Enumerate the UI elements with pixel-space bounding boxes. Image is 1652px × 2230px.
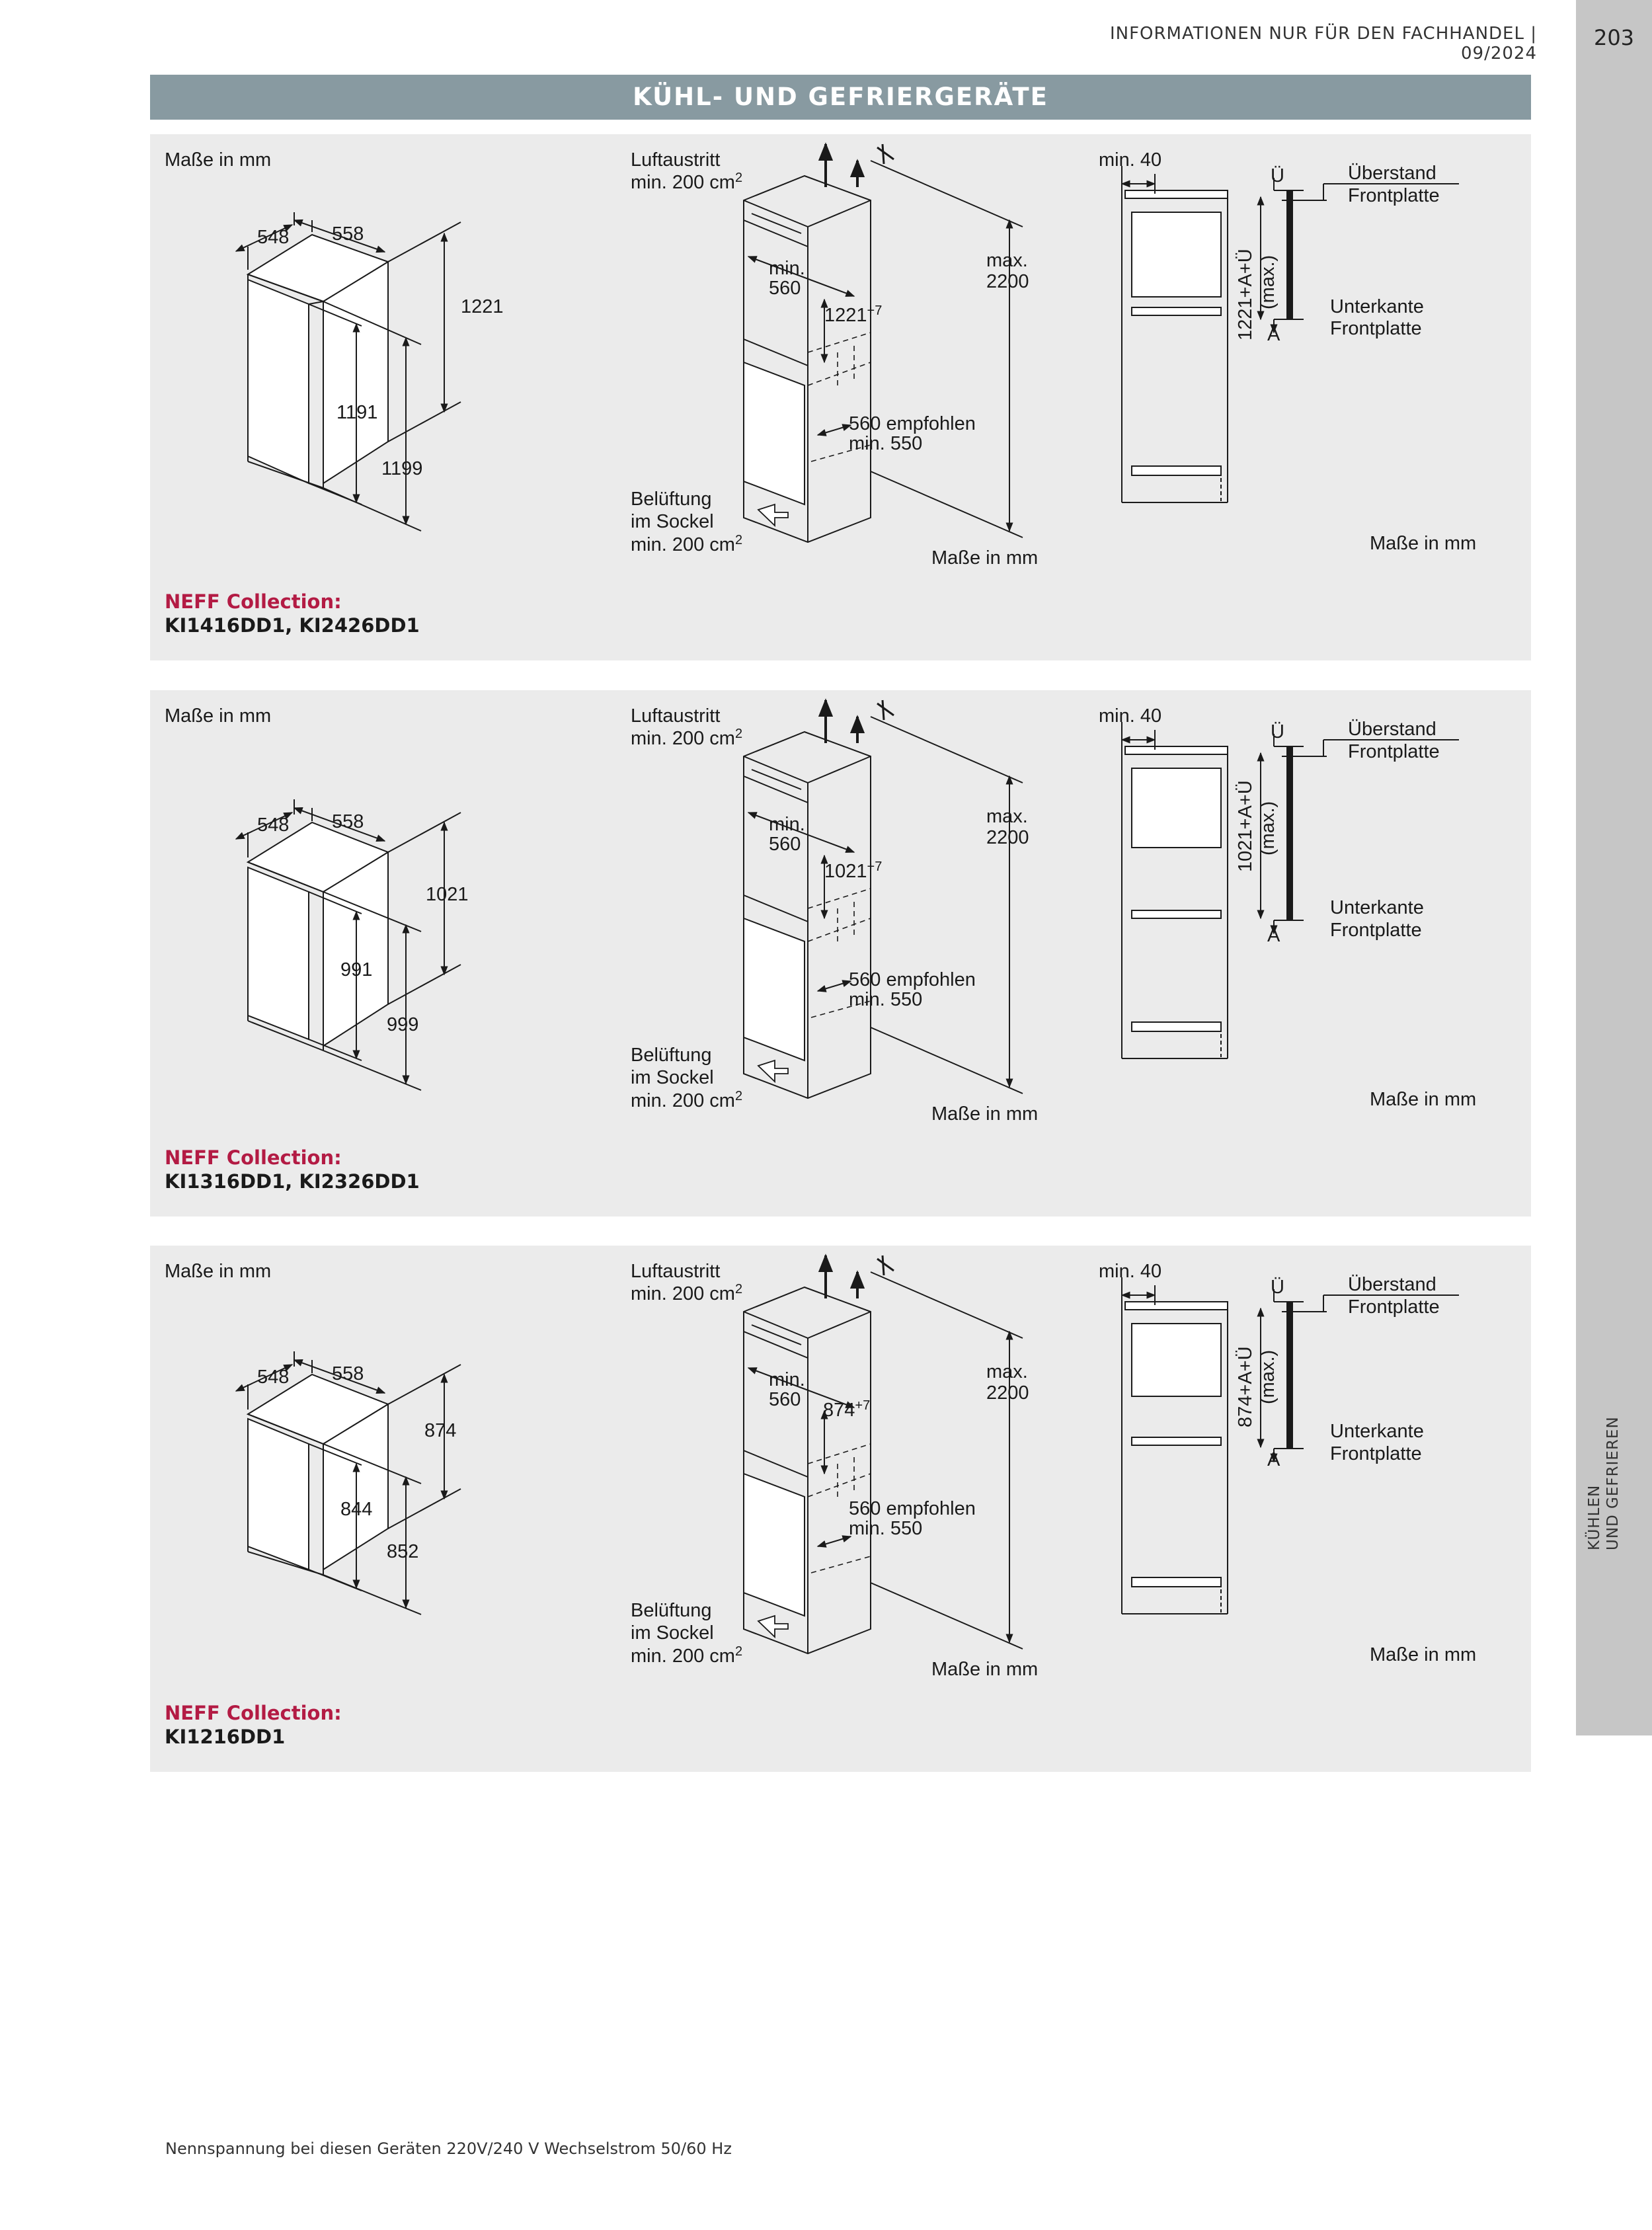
mass-label-right: Maße in mm	[1370, 533, 1477, 554]
door-height: 852	[387, 1541, 419, 1562]
max-label: max.	[986, 1361, 1028, 1382]
ue-label: Ü	[1271, 165, 1284, 186]
ue-label: Ü	[1271, 721, 1284, 742]
dimension-drawings	[150, 1246, 1531, 1695]
ventilation-label2: im Sockel	[631, 511, 714, 532]
niche-appliance	[744, 362, 805, 504]
niche-min-label: min.	[769, 814, 805, 835]
door-height: 999	[387, 1014, 419, 1035]
a-label: A	[1267, 1449, 1280, 1470]
collection-models: KI1216DD1	[165, 1726, 286, 1748]
formula-label: 874+A+Ü	[1235, 1346, 1256, 1427]
min40-label: min. 40	[1099, 1261, 1162, 1282]
collection-label: NEFF Collection:	[165, 1702, 342, 1724]
ventilation-label3: min. 200 $cm^2$	[631, 1644, 743, 1667]
door-height: 1199	[381, 458, 423, 479]
min-depth: min. 550	[849, 1518, 923, 1539]
inner-height: 991	[340, 959, 373, 980]
side-caption-line2: UND GEFRIEREN	[1604, 1416, 1622, 1550]
overhang-label: Überstand	[1348, 719, 1436, 740]
mass-label-middle: Maße in mm	[931, 1659, 1039, 1680]
side-caption-line1: KÜHLEN	[1586, 1484, 1603, 1550]
overhang-label: Überstand	[1348, 163, 1436, 184]
ventilation-label1: Belüftung	[631, 1045, 712, 1066]
appliance-door	[248, 280, 309, 483]
niche-min-value: 560	[769, 1389, 801, 1410]
formula-label: 1021+A+Ü	[1235, 780, 1256, 872]
air-out-value: min. 200 $cm^2$	[631, 1282, 743, 1304]
niche-min-value: 560	[769, 278, 801, 299]
mass-label-right: Maße in mm	[1370, 1089, 1477, 1110]
product-panel	[150, 690, 1531, 1216]
ventilation-label3: min. 200 $cm^2$	[631, 533, 743, 555]
frontplate-label-bottom: Frontplatte	[1330, 318, 1422, 339]
appliance-door	[248, 867, 309, 1039]
width-558: 558	[332, 1363, 364, 1384]
niche-min-value: 560	[769, 834, 801, 855]
niche-drawing	[744, 144, 1023, 542]
collection-models: KI1416DD1, KI2426DD1	[165, 614, 420, 637]
recommended-depth: 560 empfohlen	[849, 413, 976, 434]
niche-drawing	[744, 700, 1023, 1098]
inner-height: 844	[340, 1499, 373, 1520]
ventilation-label2: im Sockel	[631, 1622, 714, 1644]
air-out-label: Luftaustritt	[631, 1261, 721, 1282]
frontplate-label-top: Frontplatte	[1348, 185, 1440, 206]
ventilation-label3: min. 200 $cm^2$	[631, 1089, 743, 1111]
appliance-door	[248, 1419, 309, 1570]
a-label: A	[1267, 324, 1280, 345]
width-558: 558	[332, 811, 364, 832]
frontplate-label-bottom: Frontplatte	[1330, 920, 1422, 941]
appliance-drawing	[236, 1351, 461, 1614]
mass-label-middle: Maße in mm	[931, 1103, 1039, 1125]
depth-548: 548	[257, 815, 290, 836]
mass-label-right: Maße in mm	[1370, 1644, 1477, 1665]
lower-edge-label: Unterkante	[1330, 296, 1424, 317]
recommended-depth: 560 empfohlen	[849, 969, 976, 990]
ventilation-label1: Belüftung	[631, 1600, 712, 1621]
max-value: 2200	[986, 827, 1029, 848]
a-label: A	[1267, 925, 1280, 946]
header-info: INFORMATIONEN NUR FÜR DEN FACHHANDEL | 09/2024	[1109, 24, 1537, 63]
dimension-drawings	[150, 690, 1531, 1140]
appliance-drawing	[236, 799, 461, 1090]
ventilation-label1: Belüftung	[631, 489, 712, 510]
ue-label: Ü	[1271, 1277, 1284, 1298]
max-value: 2200	[986, 1382, 1029, 1404]
formula-label: 1221+A+Ü	[1235, 249, 1256, 340]
max-formula-label: (max.)	[1257, 801, 1278, 856]
ventilation-label2: im Sockel	[631, 1067, 714, 1088]
niche-height: $874^{+7}$	[823, 1398, 871, 1421]
niche-drawing	[744, 1255, 1023, 1653]
lower-edge-label: Unterkante	[1330, 1421, 1424, 1442]
air-out-label: Luftaustritt	[631, 705, 721, 727]
frontplate-label-bottom: Frontplatte	[1330, 1443, 1422, 1464]
frontplate-label-top: Frontplatte	[1348, 1296, 1440, 1318]
max-label: max.	[986, 250, 1028, 271]
min-depth: min. 550	[849, 989, 923, 1010]
total-height: 874	[424, 1420, 457, 1441]
collection-label: NEFF Collection:	[165, 590, 342, 613]
niche-appliance	[744, 918, 805, 1060]
depth-548: 548	[257, 227, 290, 248]
side-caption	[1585, 1378, 1638, 1550]
niche-appliance	[744, 1474, 805, 1616]
section-drawing	[1122, 722, 1459, 1058]
niche-height: $1221^{+7}$	[824, 303, 883, 326]
max-formula-label: (max.)	[1257, 1349, 1278, 1404]
min40-label: min. 40	[1099, 149, 1162, 171]
mass-label-left: Maße in mm	[165, 149, 272, 171]
inner-height: 1191	[336, 402, 378, 423]
recommended-depth: 560 empfohlen	[849, 1498, 976, 1519]
total-height: 1221	[461, 296, 504, 317]
niche-min-label: min.	[769, 258, 805, 279]
air-out-label: Luftaustritt	[631, 149, 721, 171]
dimension-drawings	[150, 134, 1531, 584]
air-out-value: min. 200 $cm^2$	[631, 727, 743, 749]
product-panel	[150, 1246, 1531, 1772]
frontplate-label-top: Frontplatte	[1348, 741, 1440, 762]
page-number: 203	[1593, 25, 1635, 50]
depth-548: 548	[257, 1367, 290, 1388]
width-558: 558	[332, 223, 364, 245]
collection-label: NEFF Collection:	[165, 1146, 342, 1169]
max-formula-label: (max.)	[1257, 255, 1278, 309]
mass-label-left: Maße in mm	[165, 705, 272, 727]
collection-models: KI1316DD1, KI2326DD1	[165, 1170, 420, 1193]
min40-label: min. 40	[1099, 705, 1162, 727]
max-value: 2200	[986, 271, 1029, 292]
max-label: max.	[986, 806, 1028, 827]
footnote: Nennspannung bei diesen Geräten 220V/240 V Wechselstrom 50/60 Hz	[165, 2139, 732, 2158]
product-panel	[150, 134, 1531, 660]
mass-label-middle: Maße in mm	[931, 547, 1039, 569]
overhang-label: Überstand	[1348, 1274, 1436, 1295]
lower-edge-label: Unterkante	[1330, 897, 1424, 918]
min-depth: min. 550	[849, 433, 923, 454]
air-out-value: min. 200 $cm^2$	[631, 171, 743, 193]
section-title: KÜHL- UND GEFRIERGERÄTE	[150, 75, 1531, 120]
niche-min-label: min.	[769, 1369, 805, 1390]
niche-height: $1021^{+7}$	[824, 859, 883, 882]
total-height: 1021	[426, 884, 469, 905]
appliance-drawing	[236, 212, 461, 531]
mass-label-left: Maße in mm	[165, 1261, 272, 1282]
